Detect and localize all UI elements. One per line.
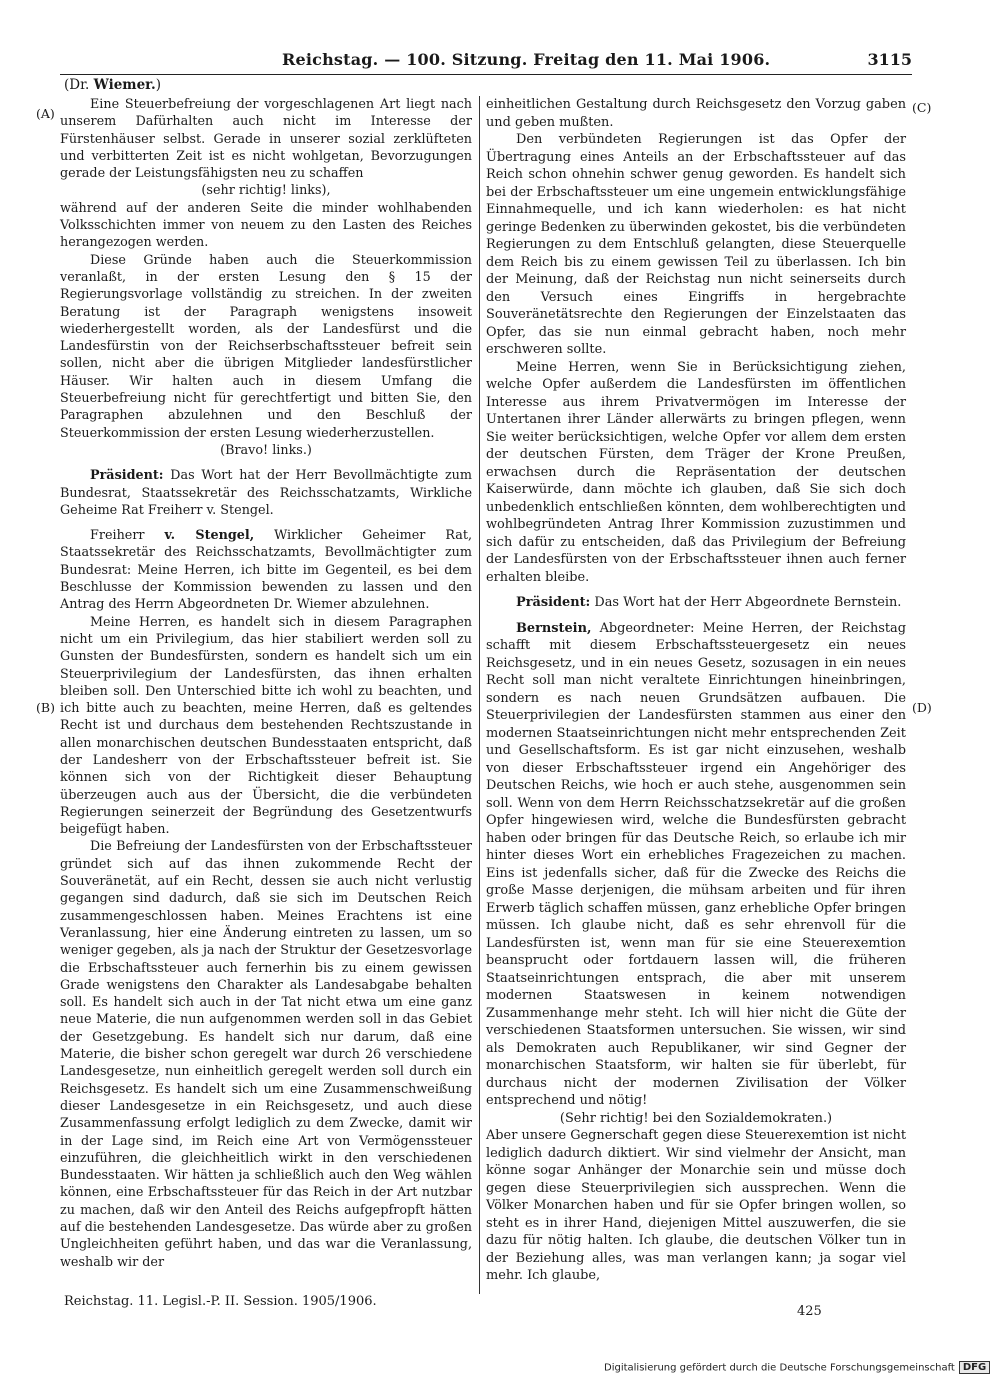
speaker-prefix: (Dr. (64, 77, 94, 93)
right-column (486, 96, 906, 1285)
stengel-text: Wirklicher Geheimer Rat, Staatssekretär des Reichsschatzamts, Bevollmächtigter zum Bundesrat: Meine Herren, ich bitte im Gegenteil, es bei dem Beschlusse der Kommission bewenden zu lassen und den Antrag des Herrn Abgeordneten Dr. Wiemer abzulehnen. (60, 528, 472, 613)
margin-marker-a: (A) (36, 106, 55, 121)
stengel-statement (60, 527, 472, 613)
margin-marker-d: (D) (912, 700, 932, 715)
left-column (60, 96, 472, 1271)
running-header (60, 48, 912, 75)
bernstein-text: Abgeordneter: Meine Herren, der Reichstag schafft mit diesem Erbschaftssteuergesetz ein neues Reichsgesetz, und in ein neues Gesetz, sozusagen in ein neues Recht soll man nicht veraltete Einrichtungen hineinbringen, sondern es nach neuen Grundsätzen aufbauen. Die Steuerprivilegien der Landesfürsten stammen aus einer den modernen Staatseinrichtungen nicht mehr entsprechenden Zeit und Gesellschaftsform. Es ist gar nicht einzusehen, weshalb von dieser Erbschaftssteuer irgend ein Angehöriger des Deutschen Reichs, wie hoch er auch stehe, ausgenommen sein soll. Wenn von dem Herrn Reichsschatzsekretär auf die großen Opfer hingewiesen wird, welche die Bundesfürsten gebracht haben oder bringen für das Deutsche Reich, so erlaube ich mir hinter dieses Wort ein erhebliches Fragezeichen zu machen. Eins ist jedenfalls sicher, daß für die Zwecke des Reichs die große Masse derjenigen, die mühsam arbeiten und für ihren Erwerb täglich schaffen müssen, ganz erhebliche Opfer bringen müssen. Ich glaube nicht, daß es sehr ehrenvoll für die Landesfürsten ist, wenn man für sie eine Steuerexemtion beansprucht oder fortdauern lassen will, die früheren Staatseinrichtungen entsprach, die aber mit unserem modernen Staatswesen in keinem notwendigen Zusammenhange mehr steht. Ich will hier nicht die Güte der verschiedenen Staatsformen untersuchen. Sie wissen, wir sind als Demokraten auch Republikaner, wir sind Gegner der monarchischen Staatsform, wir halten sie für überlebt, für durchaus nicht der modernen Zivilisation der Völker entsprechend und nötig! (486, 620, 906, 1108)
president-statement (60, 467, 472, 519)
dfg-logo: DFG (959, 1361, 990, 1374)
paragraph: Eine Steuerbefreiung der vorgeschlagenen Art liegt nach unserem Dafürhalten auch nicht im Interesse der Fürstenhäuser selbst. Gerade in unserer sozial zerklüfteten und verbitterten Zeit ist es nicht wohlgetan, Bevorzugungen gerade der Leistungsfähigsten neu zu schaffen (60, 97, 472, 182)
paragraph: Den verbündeten Regierungen ist das Opfer der Übertragung eines Anteils an der Erbschaftssteuer auf das Reich schon ohnehin schwer genug geworden. Es handelt sich bei der Erbschaftssteuer um eine ungemein entwicklungsfähige Einnahmequelle, und ich kann wiederholen: es hat nicht geringe Bedenken zu überwinden gekostet, bis die verbündeten Regierungen zu dem Entschluß gelangten, diese Steuerquelle dem Reich bis zu einem gewissen Teil zu überlassen. Ich bin der Meinung, daß der Reichstag nun nicht seinerseits durch den Versuch eines Eingriffs in hergebrachte Souveränetätsrechte den Regierungen der Einzelstaaten das Opfer, das sie nun einmal gebracht haben, noch mehr erschweren sollte. (486, 132, 906, 357)
page-number: 3115 (867, 50, 912, 69)
interjection: (sehr richtig! links), (201, 183, 331, 199)
margin-marker-c: (C) (912, 100, 932, 115)
paragraph: Aber unsere Gegnerschaft gegen diese Steuerexemtion ist nicht lediglich dadurch diktiert. Wir sind vielmehr der Ansicht, man könne sogar Anhänger der Monarchie sein und müsse doch gegen diese Steuerprivilegien sich aussprechen. Wenn die Völker Monarchen haben und für sie Opfer bringen wollen, so steht es in ihrer Hand, diejenigen Mittel auszuwerfen, die sie dazu für nötig halten. Ich glaube, die deutschen Völker tun in der Beziehung alles, was man verlangen kann; ja sogar viel mehr. Ich glaube, (486, 1128, 906, 1283)
president-label: Präsident: (90, 468, 164, 484)
bernstein-name: Bernstein, (516, 620, 592, 636)
president-statement (486, 594, 906, 612)
credit-text: Digitalisierung gefördert durch die Deutsche Forschungsgemeinschaft (604, 1362, 955, 1374)
paragraph: Meine Herren, es handelt sich in diesem Paragraphen nicht um ein Privilegium, das hier stabiliert werden soll zu Gunsten der Bundesfürsten, sondern es handelt sich um ein Steuerprivilegium der Landesfürsten, das ihnen erhalten bleiben soll. Den Unterschied bitte ich wohl zu beachten, und ich bitte auch zu beachten, meine Herren, daß es geltendes Recht ist und durchaus dem bestehenden Rechtszustande in allen monarchischen deutschen Bundesstaaten entspricht, daß der Landesherr von der Erbschaftssteuer befreit ist. Sie können sich von der Richtigkeit dieser Behauptung überzeugen auch aus der Übersicht, die die verbündeten Regierungen seinerzeit der Begründung des Gesetzentwurfs beigefügt haben. (60, 614, 472, 838)
stengel-prefix: Freiherr (90, 528, 165, 544)
speaker-continuation (64, 77, 161, 93)
interjection: (Bravo! links.) (220, 442, 312, 458)
stengel-name: v. Stengel, (164, 528, 255, 544)
president-text: Das Wort hat der Herr Bevollmächtigte zum Bundesrat, Staatssekretär des Reichsschatzamts, Wirkliche Geheime Rat Freiherr v. Stengel. (60, 468, 472, 518)
digitization-credit (604, 1361, 990, 1374)
footer-sheet-number: 425 (797, 1304, 822, 1319)
paragraph: Diese Gründe haben auch die Steuerkommission veranlaßt, in der ersten Lesung den § 15 der Regierungsvorlage vollständig zu streichen. In der zweiten Beratung ist der Paragraph wenigstens insoweit wiederhergestellt worden, als der Landesfürst und die Landesfürstin von der Reichserbschaftssteuer befreit sein sollen, nicht aber die übrigen Mitglieder landesfürstlicher Häuser. Wir halten auch in diesem Umfang die Steuerbefreiung nicht für gerechtfertigt und bitten Sie, den Paragraphen abzulehnen und den Beschluß der Steuerkommission der ersten Lesung wiederherzustellen. (60, 252, 472, 441)
president-text: Das Wort hat der Herr Abgeordnete Bernstein. (594, 595, 902, 610)
header-title: Reichstag. — 100. Sitzung. Freitag den 11. Mai 1906. (282, 50, 771, 69)
paragraph: Meine Herren, wenn Sie in Berücksichtigung ziehen, welche Opfer außerdem die Landesfürsten im öffentlichen Interesse aus ihrem Privatvermögen im Interesse der Untertanen ihrer Länder allerwärts zu bringen pflegen, wenn Sie weiter berücksichtigen, welche Opfer vor allem dem ersten der deutschen Fürsten, dem Träger der Krone Preußen, erwachsen durch die Repräsentation der deutschen Kaiserwürde, dann möchte ich glauben, daß Sie sich doch unbedenklich entschließen könnten, dem wohlberechtigten und wohlbegründeten Antrag Ihrer Kommission zuzustimmen und sich dafür zu entscheiden, daß das Privilegium der Befreiung der Landesfürsten von der Erbschaftssteuer ihnen auch ferner erhalten bleibe. (486, 359, 906, 585)
paragraph: einheitlichen Gestaltung durch Reichsgesetz den Vorzug gaben und geben mußten. (486, 97, 906, 130)
margin-marker-b: (B) (36, 700, 55, 715)
speaker-suffix: ) (155, 77, 162, 93)
paragraph: während auf der anderen Seite die minder wohlhabenden Volksschichten immer von neuem zu den Lasten des Reiches herangezogen werden. (60, 200, 472, 251)
bernstein-statement (486, 620, 906, 1110)
footer-session-info: Reichstag. 11. Legisl.-P. II. Session. 1905/1906. (64, 1294, 377, 1309)
speaker-name: Wiemer. (93, 77, 156, 93)
interjection: (Sehr richtig! bei den Sozialdemokraten.) (559, 1110, 833, 1126)
paragraph: Die Befreiung der Landesfürsten von der Erbschaftssteuer gründet sich auf das ihnen zukommende Recht der Souveränetät, auf ein Recht, dessen sie auch nicht verlustig gegangen sind dadurch, daß sie sich im Deutschen Reich zusammengeschlossen haben. Meines Erachtens ist eine Veranlassung, hier eine Änderung eintreten zu lassen, um so weniger gegeben, als ja nach der Struktur der Gesetzesvorlage die Erbschaftssteuer auch fernerhin bis zu einem gewissen Grade wenigstens den Charakter als Landesabgabe behalten soll. Es handelt sich auch in der Tat nicht etwa um eine ganz neue Materie, die nun aufgenommen werden soll in das Gebiet der Gesetzgebung. Es handelt sich nur darum, daß eine Materie, die bisher schon geregelt war durch 26 verschiedene Landesgesetze, nun einheitlich geregelt werden soll durch ein Reichsgesetz. Es handelt sich um eine Zusammenschweißung dieser Landesgesetze in ein Reichsgesetz, und auch diese Zusammenfassung erfolgt lediglich zu dem Zwecke, damit wir in der Lage sind, im Reich eine Art von Vermögenssteuer einzuführen, die gleichheitlich wirkt in den verschiedenen Bundesstaaten. Wir hätten ja schließlich auch den Weg wählen können, eine Erbschaftssteuer für das Reich in der Art nutzbar zu machen, daß wir den Anteil des Reichs aufgepfropft hätten auf die bestehenden Landesgesetze. Das würde aber zu großen Ungleichheiten geführt haben, und das war die Veranlassung, weshalb wir der (60, 839, 472, 1270)
president-label: Präsident: (516, 595, 591, 610)
column-divider (479, 96, 480, 1294)
